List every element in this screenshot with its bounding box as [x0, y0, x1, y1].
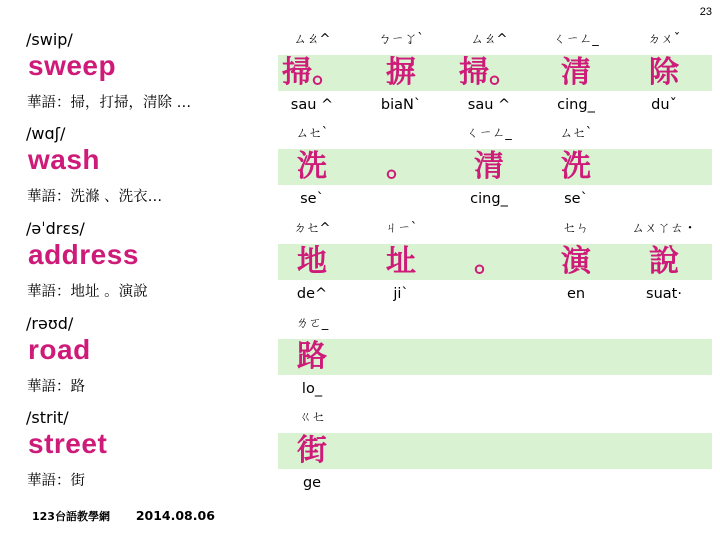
bopomofo-3: ㄙㄠ^	[470, 32, 508, 47]
hanzi-5: 除	[649, 55, 679, 90]
romanization-5	[619, 190, 709, 208]
hanzi-2: 。	[386, 149, 416, 184]
english-word: road	[28, 334, 91, 365]
ipa-transcription: /rəʊd/	[26, 314, 74, 333]
hanzi-5: 說	[649, 244, 679, 279]
english-word: address	[28, 239, 139, 270]
hanzi-1: 街	[297, 433, 327, 468]
bopomofo-1: ㄉㆤ^	[293, 221, 331, 236]
hanzi-5	[619, 150, 709, 184]
bopomofo-4: ㆤㄣ	[562, 221, 589, 236]
english-word: wash	[28, 144, 101, 175]
bopomofo-1: ㄍㆤ	[298, 410, 325, 425]
hanzi-3: 。	[474, 244, 504, 279]
hanzi-4: 洗	[561, 149, 591, 184]
hanzi-1: 地	[297, 244, 327, 279]
bopomofo-2: ㄅㄧㆩˋ	[378, 32, 424, 47]
hanzi-2: 址	[386, 244, 416, 279]
bopomofo-5: ㄙㄨㄚㄊ・	[631, 221, 697, 236]
romanization-5: duˇ	[651, 97, 677, 113]
vocab-entry-sweep	[0, 28, 720, 123]
hanzi-1: 洗	[297, 149, 327, 184]
bopomofo-4: ㄙㆤˋ	[559, 126, 593, 141]
romanization-2: biaN`	[380, 97, 422, 113]
romanization-1: sau ^	[290, 97, 334, 113]
bopomofo-3	[444, 221, 534, 237]
bopomofo-5: ㄉㄨˇ	[647, 32, 681, 47]
mandarin-gloss: 華語：街	[27, 473, 85, 489]
mandarin-gloss: 華語：路	[27, 379, 85, 395]
bopomofo-4: ㄑㄧㄥ_	[553, 32, 599, 47]
bopomofo-2	[356, 126, 446, 142]
vocab-entry-street	[0, 406, 720, 501]
romanization-2: ji`	[393, 286, 409, 302]
romanization-4: se`	[564, 191, 588, 207]
mandarin-gloss: 華語：洗滌 、洗衣…	[27, 189, 163, 205]
mandarin-gloss: 華語：地址 。演說	[27, 284, 148, 300]
romanization-2	[356, 190, 446, 208]
hanzi-2: 摒	[386, 55, 416, 90]
hanzi-1: 路	[297, 339, 327, 374]
footer	[32, 508, 215, 524]
romanization-3: cing_	[470, 191, 508, 207]
hanzi-3: 清	[474, 149, 504, 184]
romanization-1: lo_	[301, 381, 323, 397]
footer-date: 2014.08.06	[135, 508, 215, 523]
romanization-1: de^	[296, 286, 328, 302]
bopomofo-1: ㄙㆤˋ	[295, 126, 329, 141]
romanization-1: ge	[302, 475, 322, 491]
romanization-1: se`	[300, 191, 324, 207]
ipa-transcription: /wɑʃ/	[26, 124, 66, 143]
bopomofo-1: ㄙㄠ^	[293, 32, 331, 47]
hanzi-4: 清	[561, 55, 591, 90]
hanzi-1: 掃。	[282, 55, 342, 90]
vocab-entry-address	[0, 217, 720, 312]
hanzi-4: 演	[561, 244, 591, 279]
romanization-5: suat·	[646, 286, 682, 302]
english-word: sweep	[28, 50, 117, 81]
ipa-transcription: /swip/	[26, 30, 73, 49]
vocab-entry-road	[0, 312, 720, 407]
ipa-transcription: /əˈdrɛs/	[26, 219, 85, 238]
site-name: 123台語教學網	[32, 510, 110, 523]
mandarin-gloss: 華語：掃，打掃，清除 …	[27, 95, 192, 111]
romanization-3	[444, 285, 534, 303]
bopomofo-3: ㄑㄧㄥ_	[466, 126, 512, 141]
vocab-entry-wash	[0, 122, 720, 217]
bopomofo-5	[619, 126, 709, 142]
page-number: 23	[699, 6, 712, 18]
romanization-3: sau ^	[467, 97, 511, 113]
romanization-4: cing_	[557, 97, 595, 113]
hanzi-3: 掃。	[459, 55, 519, 90]
bopomofo-1: ㄌㄛ_	[295, 316, 329, 331]
ipa-transcription: /strit/	[26, 408, 69, 427]
english-word: street	[28, 428, 108, 459]
bopomofo-2: ㄐㄧˋ	[384, 221, 418, 236]
romanization-4: en	[566, 286, 586, 302]
